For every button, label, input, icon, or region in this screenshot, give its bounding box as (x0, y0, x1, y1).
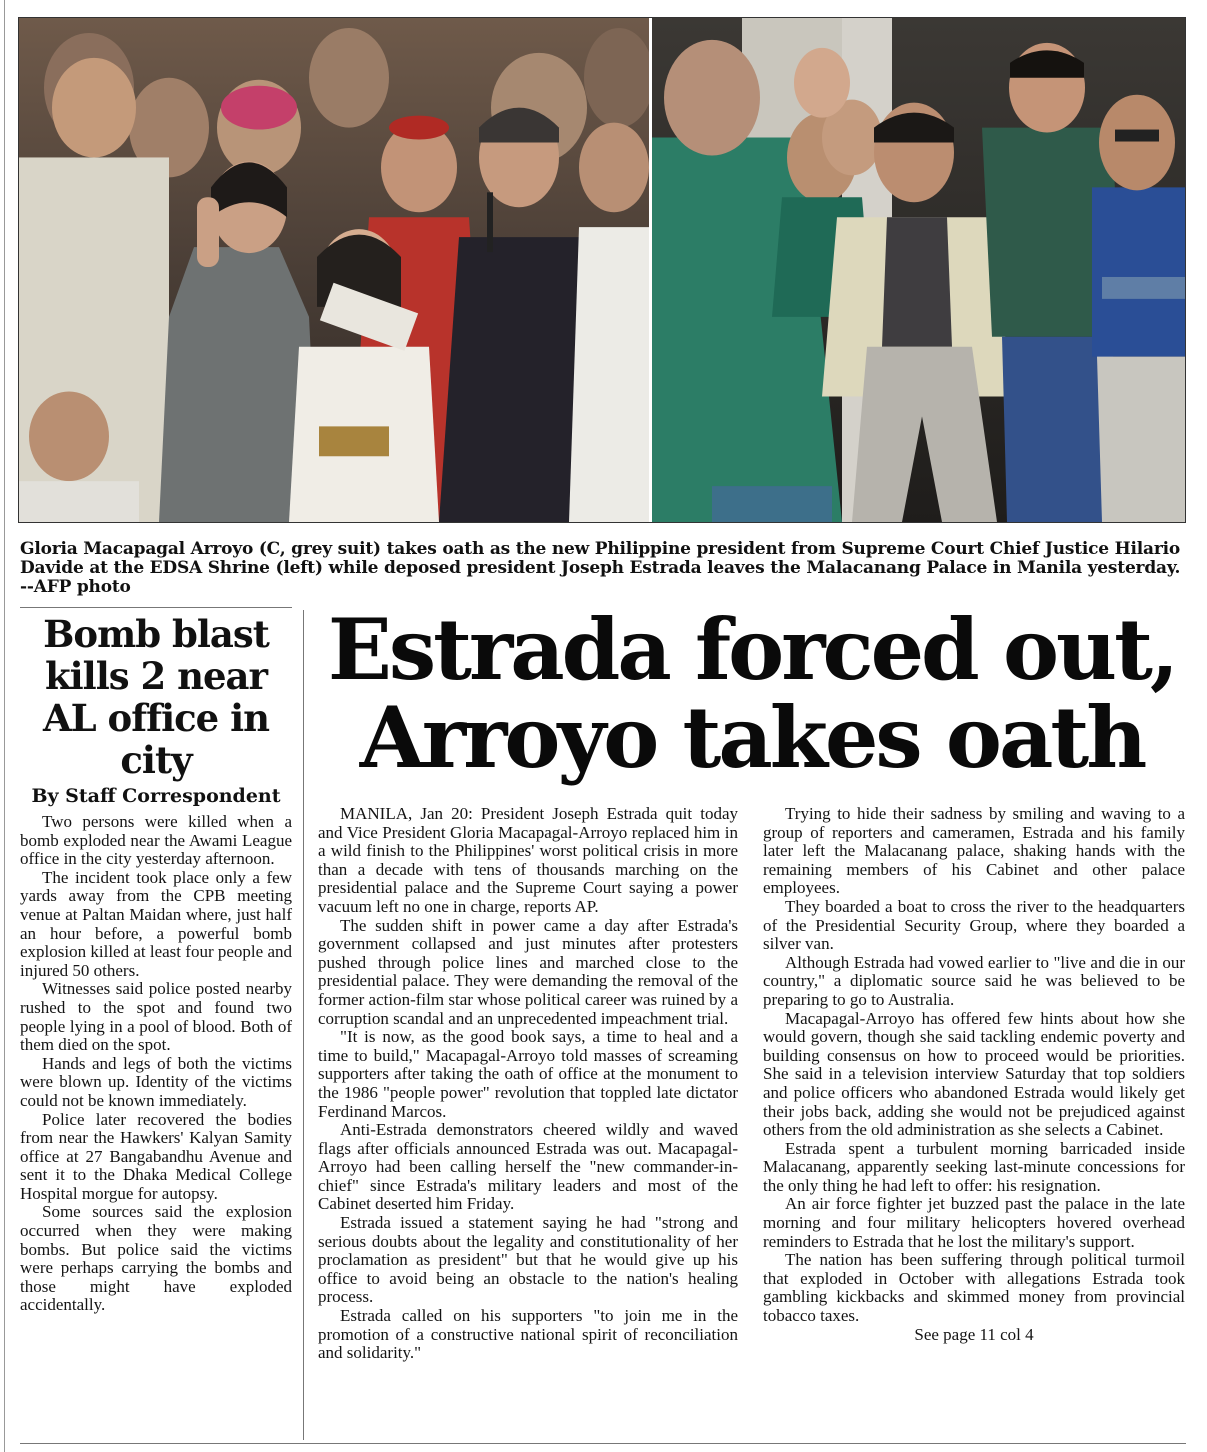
page-edge-rule (4, 0, 5, 1452)
news-photo (18, 17, 1186, 523)
palace-exit-photo (652, 18, 1186, 522)
side-story-headline: Bomb blast kills 2 near AL office in city (42, 612, 270, 782)
main-paragraph: MANILA, Jan 20: President Joseph Estrada quit today and Vice President Gloria Macapagal-Arroyo replaced him in a wild finish to the Philippines' worst political crisis in more than a decade with tens of thousands marching on the presidential palace and the Supreme Court saying a power vacuum left no one in charge, reports AP. (318, 804, 738, 916)
side-paragraph: Some sources said the explosion occurred when they were making bombs. But police said the victims were perhaps carrying the bombs and those might have exploded accidentally. (20, 1202, 292, 1315)
palace-photo-graphic (652, 18, 1186, 522)
side-story-rule (20, 607, 292, 608)
main-paragraph: The sudden shift in power came a day after Estrada's government collapsed and just minutes after protesters pushed through police lines and marched close to the presidential palace. They were demanding the removal of the former action-film star whose political career was ruined by a corruption scandal and an unprecedented impeachment trial. (318, 915, 738, 1028)
main-paragraph: They boarded a boat to cross the river to the headquarters of the Presidential Security Group, where they boarded a silver van. (763, 896, 1185, 954)
main-paragraph: Anti-Estrada demonstrators cheered wildly and waved flags after officials announced Estrada was out. Macapagal-Arroyo had been calling herself the "new commander-in-chief" since Estrada's military leaders and most of the Cabinet deserted him Friday. (318, 1120, 738, 1214)
main-paragraph: An air force fighter jet buzzed past the palace in the late morning and four military helicopters hovered overhead reminders to Estrada that he lost the military's support. (763, 1194, 1185, 1251)
main-story-column-1 (318, 805, 738, 1363)
side-paragraph: Hands and legs of both the victims were blown up. Identity of the victims could not be known immediately. (20, 1053, 292, 1110)
jump-link[interactable]: See page 11 col 4 (914, 1324, 1034, 1344)
bottom-rule (20, 1443, 1186, 1444)
side-story-body (20, 813, 292, 1315)
main-paragraph: "It is now, as the good book says, a time to heal and a time to build," Macapagal-Arroyo told masses of screaming supporters after taking the oath of office at the monument to the 1986 "people power" revolution that toppled late dictator Ferdinand Marcos. (318, 1027, 738, 1121)
side-paragraph: The incident took place only a few yards away from the CPB meeting venue at Paltan Maidan where, just half an hour before, a powerful bomb explosion killed at least four people and injured 50 others. (20, 867, 292, 980)
side-paragraph: Two persons were killed when a bomb exploded near the Awami League office in the city yesterday afternoon. (20, 812, 292, 869)
oath-ceremony-photo (19, 18, 649, 522)
side-paragraph: Police later recovered the bodies from near the Hawkers' Kalyan Samity office at 27 Bangabandhu Avenue and sent it to the Dhaka Medical College Hospital morgue for autopsy. (20, 1109, 292, 1203)
main-headline: Estrada forced out, Arroyo takes oath (327, 600, 1177, 787)
oath-photo-graphic (19, 18, 649, 522)
main-story-column-2 (763, 805, 1185, 1344)
column-divider (303, 610, 304, 1440)
main-paragraph: Although Estrada had vowed earlier to "live and die in our country," a diplomatic source said he was believed to be preparing to go to Australia. (763, 952, 1185, 1009)
main-paragraph: Estrada called on his supporters "to join me in the promotion of a constructive national spirit of reconciliation and solidarity." (318, 1306, 738, 1363)
side-paragraph: Witnesses said police posted nearby rushed to the spot and found two people lying in a pool of blood. Both of them died on the spot. (20, 979, 292, 1055)
photo-caption: Gloria Macapagal Arroyo (C, grey suit) takes oath as the new Philippine president from Supreme Court Chief Justice Hilario Davide at the EDSA Shrine (left) while deposed president Joseph Estrada leaves the Malacanang Palace in Manila yesterday. --AFP photo (20, 539, 1181, 597)
main-paragraph: Estrada issued a statement saying he had "strong and serious doubts about the legality and constitutionality of her proclamation as president" but that he would give up his office to avoid being an obstacle to the nation's healing process. (318, 1213, 738, 1307)
main-paragraph: Estrada spent a turbulent morning barricaded inside Malacanang, apparently seeking last-minute concessions for the only thing he had left to offer: his resignation. (763, 1138, 1185, 1195)
main-paragraph: Trying to hide their sadness by smiling and waving to a group of reporters and cameramen, Estrada and his family later left the Malacanang palace, shaking hands with the remaining members of his Cabinet and other palace employees. (763, 804, 1185, 898)
side-story-byline: By Staff Correspondent (31, 785, 281, 807)
main-paragraph: The nation has been suffering through political turmoil that exploded in October with allegations Estrada took gambling kickbacks and skimmed money from provincial tobacco taxes. (763, 1250, 1185, 1326)
main-paragraph: Macapagal-Arroyo has offered few hints about how she would govern, though she said tackling endemic poverty and building consensus on how to proceed would be priorities. She said in a television interview Saturday that top soldiers and police officers who abandoned Estrada would likely get their jobs back, adding she would not be prejudiced against others from the old administration as she selects a Cabinet. (763, 1008, 1185, 1140)
